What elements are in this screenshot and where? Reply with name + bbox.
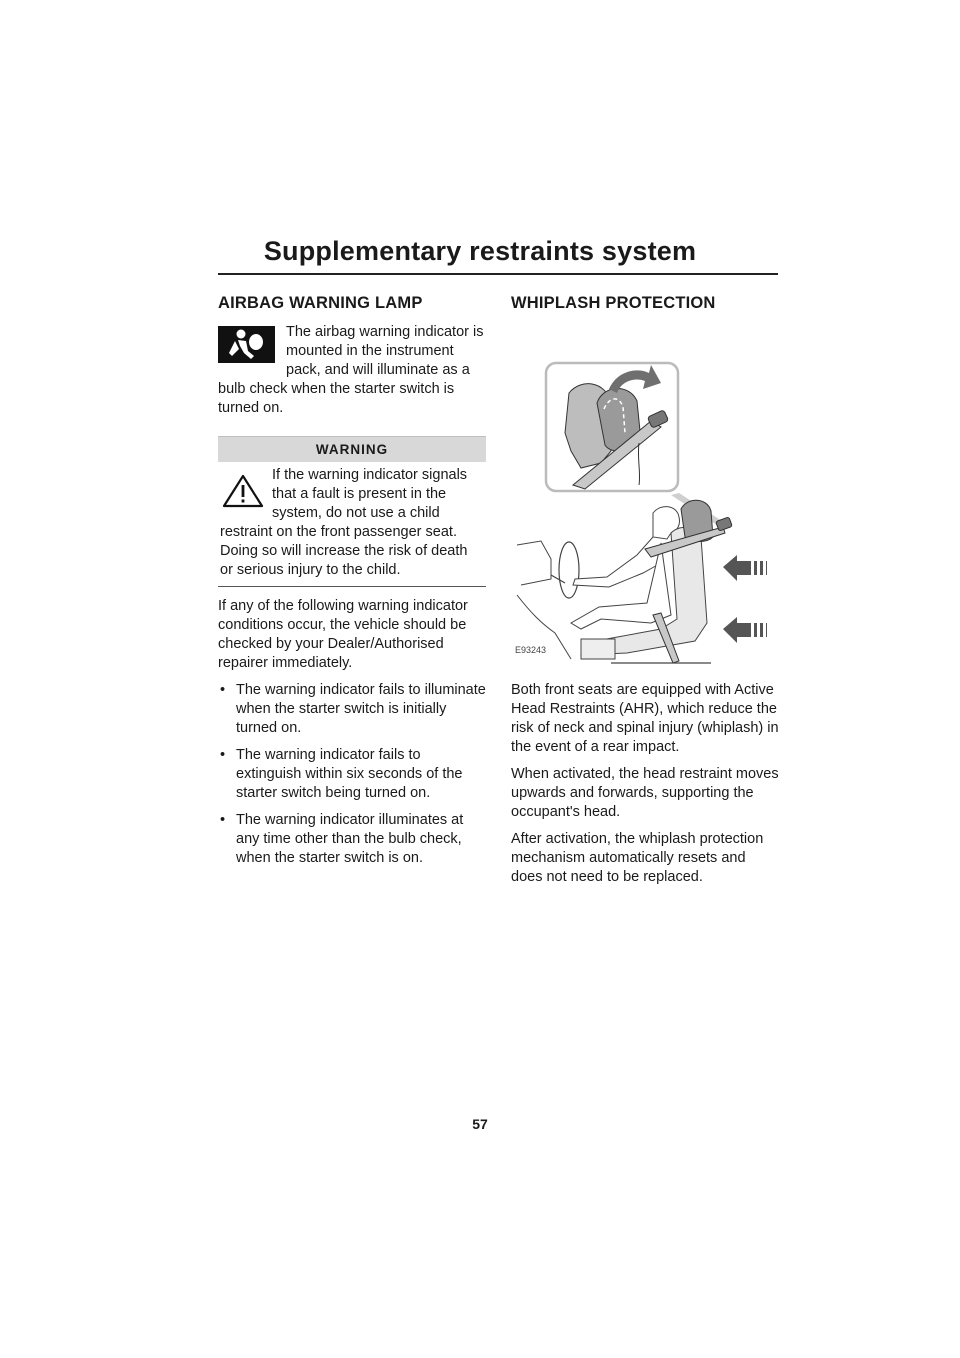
lamp-intro — [218, 323, 486, 426]
airbag-warning-icon — [218, 326, 275, 363]
figure-label: E93243 — [515, 645, 547, 655]
whiplash-section — [511, 290, 779, 895]
conditions-list — [218, 681, 486, 868]
whiplash-heading: WHIPLASH PROTECTION — [511, 294, 716, 312]
conditions-intro: If any of the following warning indicator conditions occur, the vehicle should be checked by your Dealer/Authorised repairer immediately. — [218, 598, 468, 671]
airbag-heading: AIRBAG WARNING LAMP — [218, 294, 423, 312]
whiplash-illustration — [511, 323, 779, 671]
whiplash-paragraph: After activation, the whiplash protection mechanism automatically resets and does not need to be replaced. — [511, 831, 764, 885]
whiplash-paragraph: Both front seats are equipped with Active Head Restraints (AHR), which reduce the risk of neck and spinal injury (whiplash) in the event of a rear impact. — [511, 682, 779, 755]
impact-arrow — [723, 555, 767, 581]
whiplash-paragraph: When activated, the head restraint moves upwards and forwards, supporting the occupant's head. — [511, 766, 779, 820]
warning-title: WARNING — [218, 436, 486, 462]
list-item: • The warning indicator fails to extinguish within six seconds of the starter switch being turned on. — [218, 746, 486, 803]
impact-arrow — [723, 617, 767, 643]
warning-body — [218, 462, 486, 587]
airbag-section — [218, 290, 486, 876]
warning-text: If the warning indicator signals that a fault is present in the system, do not use a child restraint on the front passenger seat. Doing so will increase the risk of death or serious injury to the child. — [220, 467, 468, 578]
title-rule — [218, 273, 778, 275]
page-title: Supplementary restraints system — [263, 236, 697, 266]
list-item: • The warning indicator illuminates at any time other than the bulb check, when the starter switch is on. — [218, 811, 486, 868]
airbag-intro-text: The airbag warning indicator is mounted in the instrument pack, and will illuminate as a bulb check when the starter switch is turned on. — [218, 324, 484, 416]
warning-box — [218, 436, 486, 587]
page-number: 57 — [472, 1116, 488, 1132]
list-item: • The warning indicator fails to illuminate when the starter switch is initially turned on. — [218, 681, 486, 738]
warning-triangle-icon — [220, 472, 266, 510]
whiplash-diagram — [511, 323, 779, 671]
